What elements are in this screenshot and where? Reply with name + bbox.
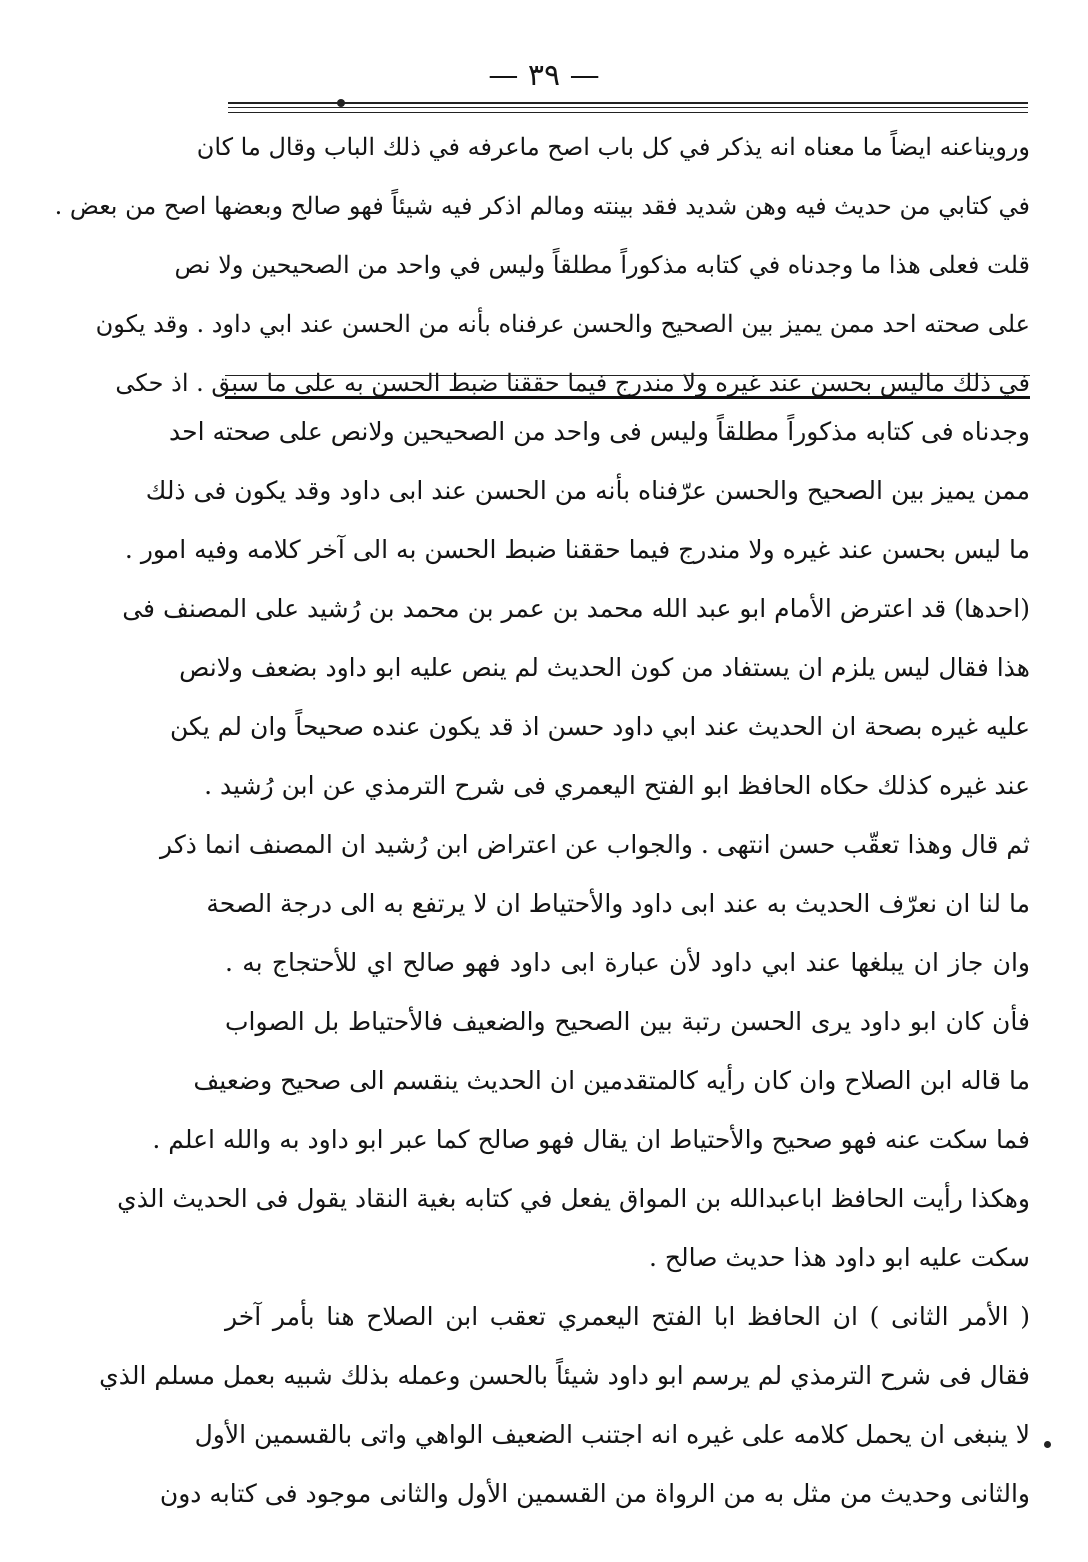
text-line: عند غيره كذلك حكاه الحافظ ابو الفتح اليعمري فى شرح الترمذي عن ابن رُشيد .	[204, 771, 1030, 800]
margin-dot	[1044, 1441, 1051, 1448]
section-separator	[225, 396, 1030, 399]
text-line: ما لنا ان نعرّف الحديث به عند ابى داود والأحتياط ان لا يرتفع به الى درجة الصحة	[206, 889, 1030, 918]
header-rule	[228, 107, 1028, 108]
quote-underline	[225, 375, 1030, 376]
commentary-text-block	[99, 402, 1030, 1523]
text-line: ورويناعنه ايضاً ما معناه انه يذكر في كل باب اصح ماعرفه في ذلك الباب وقال ما كان	[196, 133, 1030, 161]
text-line: ممن يميز بين الصحيح والحسن عرّفناه بأنه من الحسن عند ابى داود وقد يكون فى ذلك	[145, 476, 1030, 505]
text-line: وان جاز ان يبلغها عند ابي داود لأن عبارة ابى داود فهو صالح اي للأحتجاج به .	[225, 948, 1030, 977]
text-line: فأن كان ابو داود يرى الحسن رتبة بين الصحيح والضعيف فالأحتياط بل الصواب	[225, 1007, 1030, 1036]
text-line: لا ينبغى ان يحمل كلامه على غيره انه اجتنب الضعيف الواهي واتى بالقسمين الأول	[194, 1420, 1030, 1449]
text-line: والثانى وحديث من مثل به من الرواة من القسمين الأول والثانى موجود فى كتابه دون	[159, 1479, 1030, 1508]
header-rule	[228, 112, 1028, 113]
text-line: ما قاله ابن الصلاح وان كان رأيه كالمتقدمين ان الحديث ينقسم الى صحيح وضعيف	[193, 1066, 1030, 1095]
page-number: — ٣٩ —	[488, 58, 600, 93]
text-line: فقال فى شرح الترمذي لم يرسم ابو داود شيئاً بالحسن وعمله بذلك شبيه بعمل مسلم الذي	[99, 1361, 1030, 1390]
header-dot	[337, 99, 345, 107]
text-line: (احدها) قد اعترض الأمام ابو عبد الله محمد بن عمر بن محمد بن رُشيد على المصنف فى	[122, 594, 1030, 623]
text-line: ( الأمر الثانى ) ان الحافظ ابا الفتح اليعمري تعقب ابن الصلاح هنا بأمر آخر	[225, 1302, 1030, 1331]
text-line: قلت فعلى هذا ما وجدناه في كتابه مذكوراً مطلقاً وليس في واحد من الصحيحين ولا نص	[174, 251, 1030, 279]
text-line: وجدناه فى كتابه مذكوراً مطلقاً وليس فى واحد من الصحيحين ولانص على صحته احد	[169, 417, 1030, 446]
text-line: هذا فقال ليس يلزم ان يستفاد من كون الحديث لم ينص عليه ابو داود بضعف ولانص	[179, 653, 1030, 682]
text-line: فما سكت عنه فهو صحيح والأحتياط ان يقال فهو صالح كما عبر ابو داود به والله اعلم .	[152, 1125, 1030, 1154]
quoted-text-block	[54, 118, 1030, 413]
text-line: ثم قال وهذا تعقّب حسن انتهى . والجواب عن اعتراض ابن رُشيد ان المصنف انما ذكر	[160, 830, 1030, 859]
text-line: عليه غيره بصحة ان الحديث عند ابي داود حسن اذ قد يكون عنده صحيحاً وان لم يكن	[170, 712, 1030, 741]
text-line: وهكذا رأيت الحافظ اباعبدالله بن المواق يفعل في كتابه بغية النقاد يقول فى الحديث الذي	[117, 1184, 1030, 1213]
text-line: ما ليس بحسن عند غيره ولا مندرج فيما حققنا ضبط الحسن به الى آخر كلامه وفيه امور .	[124, 535, 1030, 564]
header-rule	[228, 102, 1028, 104]
text-line: سكت عليه ابو داود هذا حديث صالح .	[648, 1243, 1030, 1272]
text-line: في كتابي من حديث فيه وهن شديد فقد بينته ومالم اذكر فيه شيئاً فهو صالح وبعضها اصح من بعض .	[54, 192, 1030, 220]
text-line: على صحته احد ممن يميز بين الصحيح والحسن عرفناه بأنه من الحسن عند ابي داود . وقد يكون	[95, 310, 1030, 338]
text-line: في ذلك ماليس بحسن عند غيره ولا مندرج فيما حققنا ضبط الحسن به على ما سبق . اذ حكى	[115, 369, 1030, 397]
